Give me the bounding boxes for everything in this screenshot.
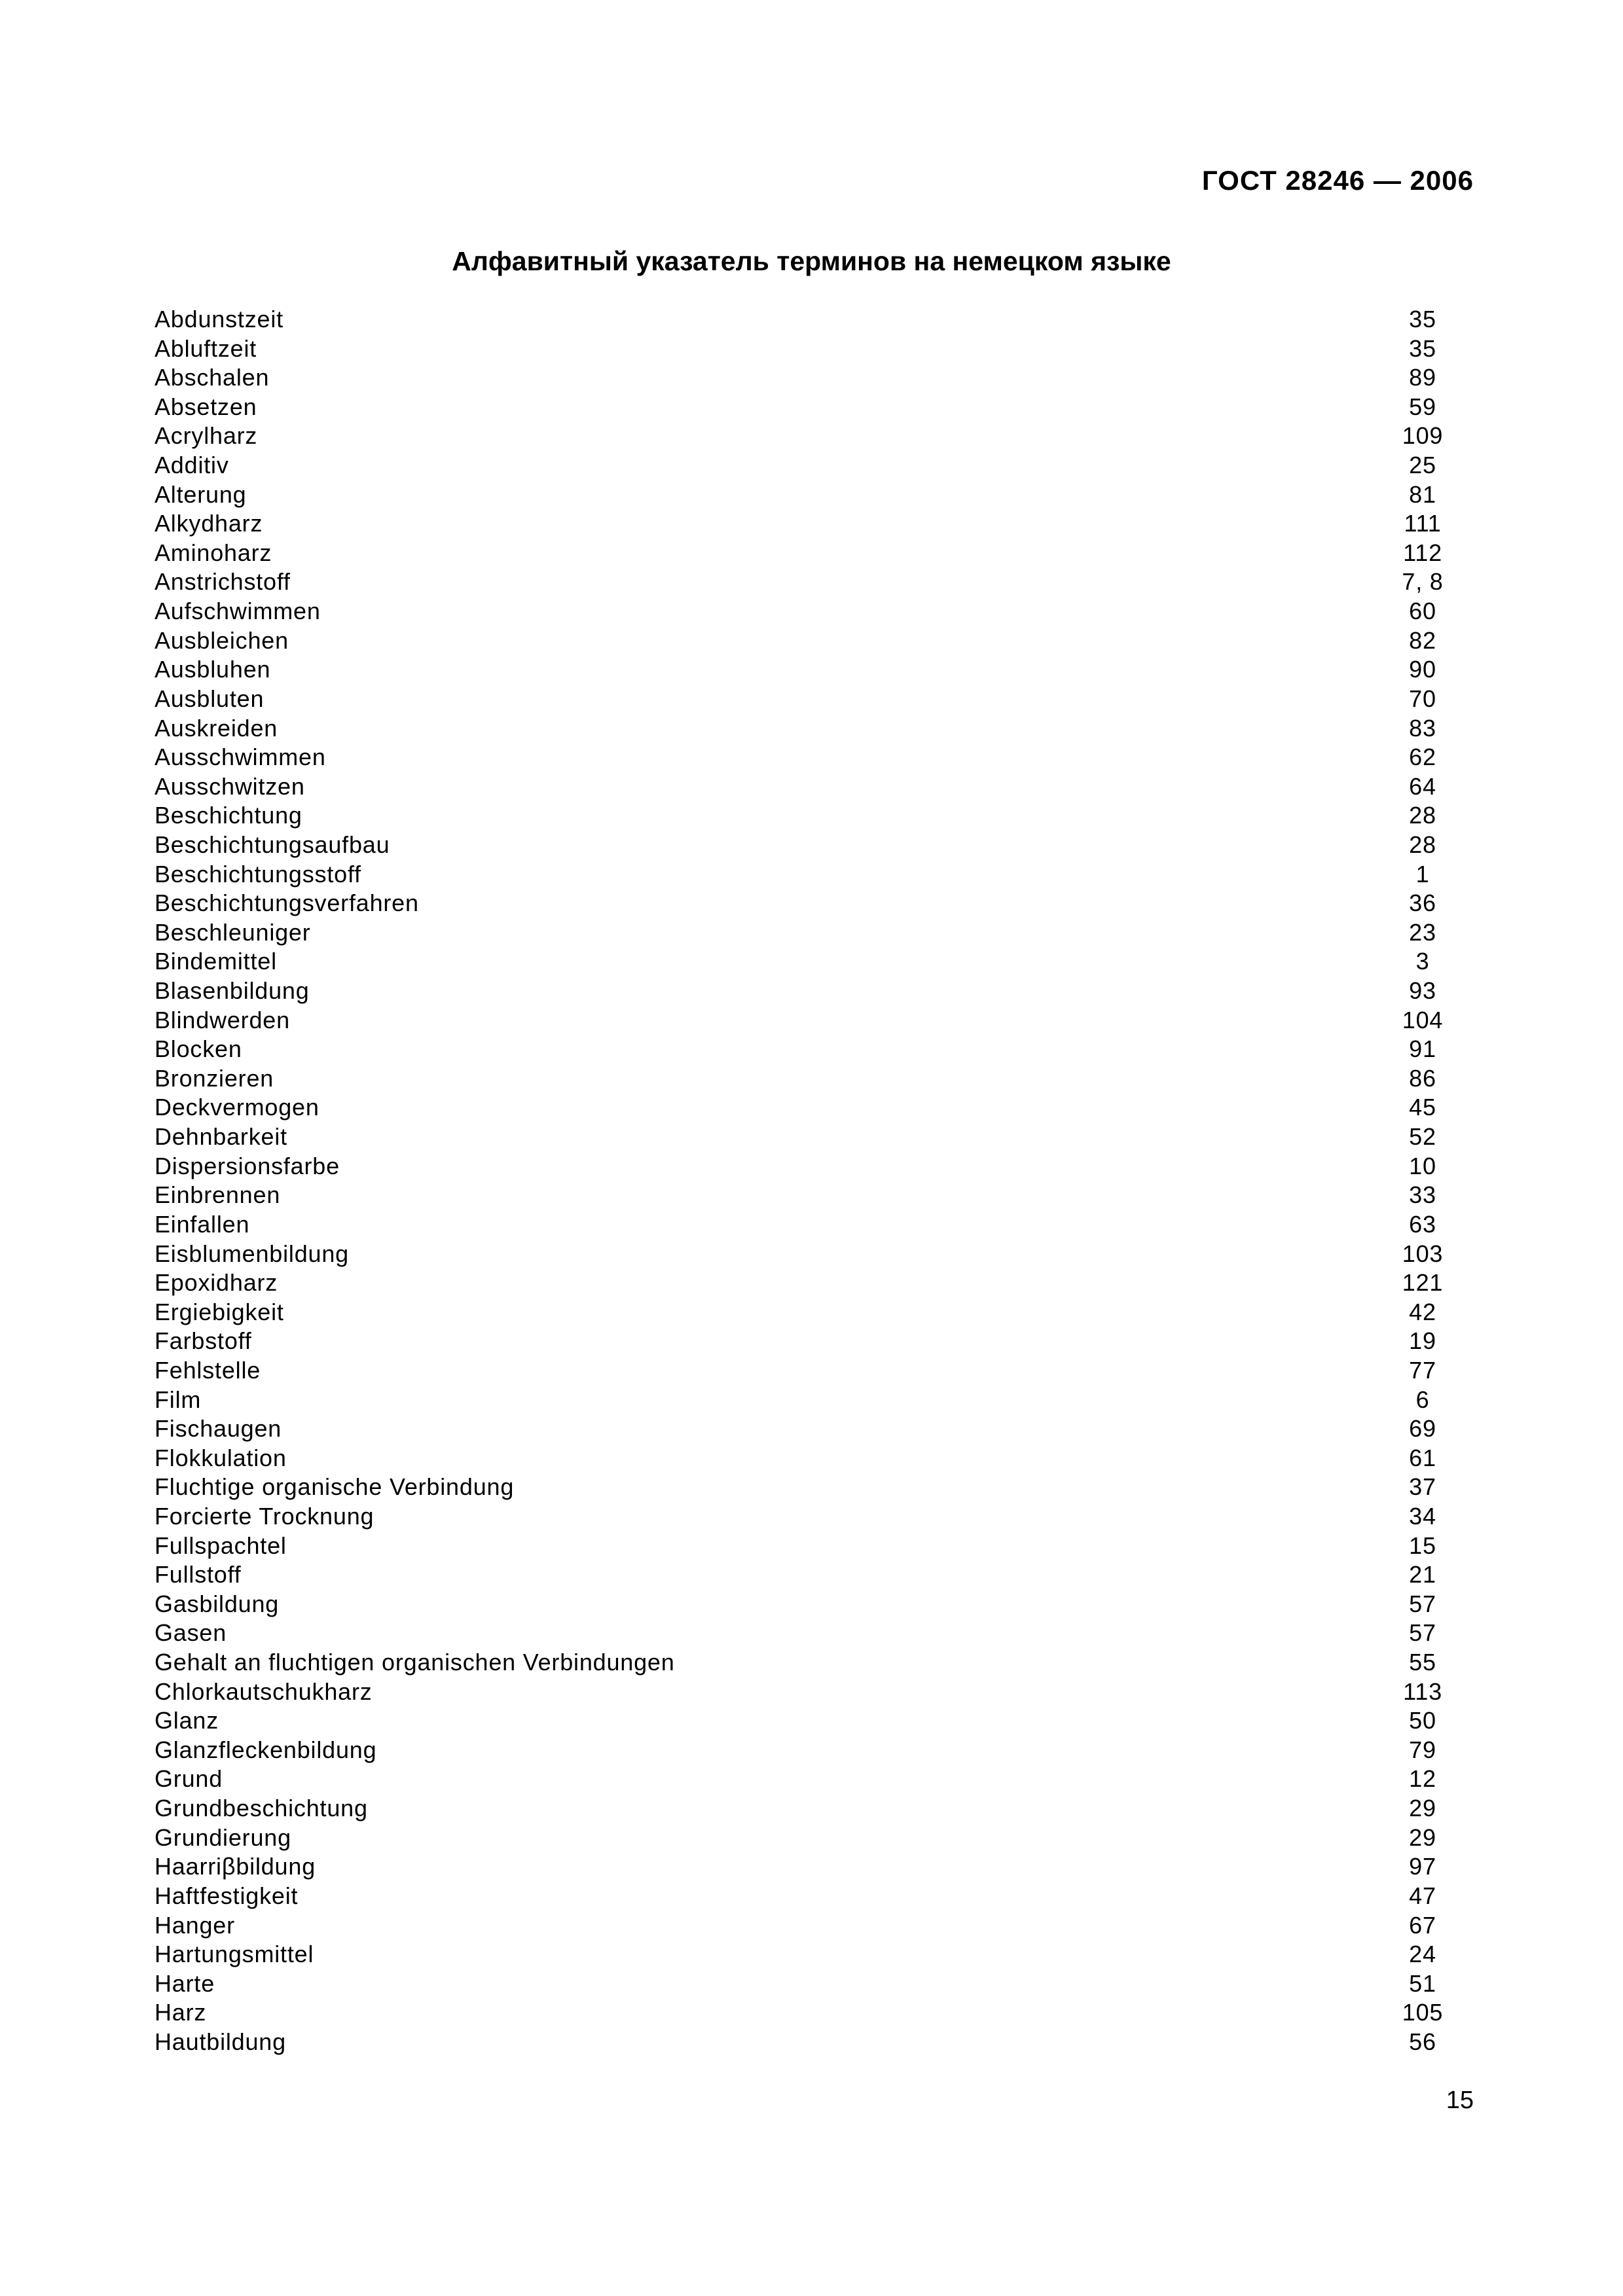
index-ref-number: 55 (1409, 1649, 1436, 1676)
index-term: Gehalt an fluchtigen organischen Verbindungen (155, 1649, 675, 1676)
index-ref-number: 33 (1409, 1181, 1436, 1209)
index-term: Fehlstelle (155, 1356, 261, 1384)
index-term: Gasen (155, 1619, 227, 1647)
index-row (155, 1823, 1472, 1853)
index-term: Bronzieren (155, 1064, 274, 1092)
index-term: Fluchtige organische Verbindung (155, 1473, 515, 1501)
index-ref-number: 15 (1409, 1532, 1436, 1559)
index-term: Haftfestigkeit (155, 1882, 299, 1909)
index-ref-number: 29 (1409, 1795, 1436, 1822)
index-ref-number: 105 (1402, 1999, 1444, 2026)
index-ref-number: 60 (1409, 598, 1436, 625)
index-row (155, 1444, 1472, 1473)
index-term: Abschalen (155, 364, 270, 391)
index-term: Chlorkautschukharz (155, 1677, 373, 1705)
index-row (155, 947, 1472, 977)
index-ref-number: 67 (1409, 1911, 1436, 1939)
page-number: 15 (1446, 2087, 1474, 2114)
index-ref-number: 97 (1409, 1853, 1436, 1880)
index-row (155, 1064, 1472, 1094)
index-term: Beschichtungsaufbau (155, 831, 390, 858)
index-row (155, 977, 1472, 1006)
index-row (155, 889, 1472, 918)
index-term: Hanger (155, 1911, 235, 1939)
index-term: Aminoharz (155, 539, 272, 566)
index-term: Anstrichstoff (155, 568, 291, 596)
index-row (155, 1035, 1472, 1064)
index-row (155, 2028, 1472, 2057)
index-row (155, 597, 1472, 626)
index-row (155, 1181, 1472, 1210)
index-row (155, 1736, 1472, 1765)
index-term: Alterung (155, 480, 247, 508)
index-term: Glanzfleckenbildung (155, 1736, 377, 1763)
index-ref-number: 1 (1415, 860, 1430, 888)
index-ref-number: 61 (1409, 1444, 1436, 1471)
index-row (155, 918, 1472, 948)
index-term: Forcierte Trocknung (155, 1502, 374, 1530)
index-term: Blasenbildung (155, 977, 310, 1005)
index-term: Abluftzeit (155, 334, 257, 362)
index-term: Ergiebigkeit (155, 1298, 284, 1325)
index-row (155, 393, 1472, 422)
index-ref-number: 6 (1415, 1386, 1430, 1413)
index-term: Beschichtungsstoff (155, 860, 361, 888)
index-ref-number: 42 (1409, 1298, 1436, 1325)
index-row (155, 480, 1472, 510)
index-term: Harte (155, 1969, 215, 1997)
index-ref-number: 70 (1409, 685, 1436, 712)
index-row (155, 567, 1472, 597)
index-term: Bindemittel (155, 948, 277, 975)
index-term: Film (155, 1386, 202, 1413)
index-row (155, 714, 1472, 744)
index-term: Auskreiden (155, 714, 278, 742)
index-term: Absetzen (155, 393, 257, 420)
index-row (155, 1152, 1472, 1181)
index-term: Epoxidharz (155, 1269, 278, 1297)
index-row (155, 801, 1472, 831)
index-term: Blindwerden (155, 1006, 290, 1033)
index-row (155, 451, 1472, 480)
index-title: Алфавитный указатель терминов на немецком языке (452, 246, 1171, 276)
index-ref-number: 89 (1409, 364, 1436, 391)
index-term: Grundbeschichtung (155, 1795, 368, 1822)
index-ref-number: 62 (1409, 744, 1436, 771)
index-ref-number: 45 (1409, 1094, 1436, 1121)
index-term: Gasbildung (155, 1590, 280, 1617)
index-row (155, 1473, 1472, 1502)
index-row (155, 1093, 1472, 1122)
index-row (155, 626, 1472, 656)
index-row (155, 305, 1472, 334)
index-ref-number: 35 (1409, 334, 1436, 362)
index-ref-number: 50 (1409, 1707, 1436, 1734)
index-ref-number: 12 (1409, 1765, 1436, 1793)
index-ref-number: 56 (1409, 2028, 1436, 2055)
index-row (155, 1619, 1472, 1648)
index-ref-number: 81 (1409, 480, 1436, 508)
index-term: Hartungsmittel (155, 1941, 314, 1968)
index-term: Ausbleichen (155, 626, 289, 654)
index-row (155, 772, 1472, 802)
index-ref-number: 23 (1409, 918, 1436, 946)
index-term: Ausbluhen (155, 656, 271, 683)
index-row (155, 1006, 1472, 1035)
index-term: Beschichtungsverfahren (155, 889, 419, 917)
index-row (155, 1852, 1472, 1882)
index-row (155, 1386, 1472, 1415)
index-ref-number: 63 (1409, 1210, 1436, 1238)
index-term: Ausschwimmen (155, 744, 326, 771)
index-row (155, 1648, 1472, 1677)
index-ref-number: 51 (1409, 1969, 1436, 1997)
index-row (155, 1356, 1472, 1386)
index-ref-number: 112 (1403, 539, 1442, 566)
index-term: Fullspachtel (155, 1532, 287, 1559)
index-term: Einfallen (155, 1210, 250, 1238)
index-ref-number: 3 (1415, 948, 1430, 975)
index-row (155, 363, 1472, 393)
index-ref-number: 104 (1402, 1006, 1444, 1033)
index-row (155, 1969, 1472, 1999)
index-row (155, 1765, 1472, 1794)
index-row (155, 1911, 1472, 1941)
index-ref-number: 79 (1409, 1736, 1436, 1763)
index-term: Fischaugen (155, 1415, 282, 1443)
index-term: Farbstoff (155, 1327, 252, 1355)
index-ref-number: 109 (1402, 422, 1444, 450)
index-term: Beschleuniger (155, 918, 311, 946)
index-ref-number: 37 (1409, 1473, 1436, 1501)
index-row (155, 1532, 1472, 1561)
index-row (155, 1706, 1472, 1736)
index-term: Fullstoff (155, 1561, 242, 1588)
index-term: Ausbluten (155, 685, 264, 712)
index-ref-number: 47 (1409, 1882, 1436, 1909)
index-row (155, 743, 1472, 772)
index-ref-number: 64 (1409, 772, 1436, 800)
index-ref-number: 29 (1409, 1823, 1436, 1851)
index-ref-number: 10 (1409, 1152, 1436, 1179)
index-row (155, 1794, 1472, 1823)
index-ref-number: 103 (1402, 1240, 1444, 1267)
index-row (155, 1998, 1472, 2028)
index-term: Flokkulation (155, 1444, 287, 1471)
index-ref-number: 57 (1409, 1619, 1436, 1647)
index-row (155, 1240, 1472, 1269)
index-ref-number: 34 (1409, 1502, 1436, 1530)
index-row (155, 1560, 1472, 1590)
index-ref-number: 21 (1409, 1561, 1436, 1588)
index-row (155, 1590, 1472, 1619)
index-row (155, 1298, 1472, 1327)
index-term: Deckvermogen (155, 1094, 319, 1121)
index-ref-number: 24 (1409, 1941, 1436, 1968)
index-ref-number: 28 (1409, 831, 1436, 858)
index-row (155, 1327, 1472, 1356)
index-ref-number: 90 (1409, 656, 1436, 683)
index-ref-number: 113 (1403, 1677, 1442, 1705)
index-term: Alkydharz (155, 510, 263, 537)
index-ref-number: 91 (1409, 1035, 1436, 1063)
index-row (155, 831, 1472, 860)
index-term: Einbrennen (155, 1181, 281, 1209)
index-term: Harz (155, 1999, 207, 2026)
index-term: Blocken (155, 1035, 242, 1063)
index-row (155, 1677, 1472, 1707)
index-row (155, 509, 1472, 539)
index-ref-number: 121 (1402, 1269, 1444, 1297)
index-term: Abdunstzeit (155, 306, 283, 332)
index-term: Dehnbarkeit (155, 1123, 287, 1151)
index-ref-number: 82 (1409, 626, 1436, 654)
index-ref-number: 35 (1409, 306, 1436, 332)
index-ref-number: 28 (1409, 802, 1436, 829)
index-term: Grundierung (155, 1823, 291, 1851)
index-row (155, 1940, 1472, 1969)
index-ref-number: 59 (1409, 393, 1436, 420)
index-ref-number: 52 (1409, 1123, 1436, 1151)
index-row (155, 539, 1472, 568)
index-term: Dispersionsfarbe (155, 1152, 340, 1179)
index-row (155, 1502, 1472, 1532)
index-term: Grund (155, 1765, 223, 1793)
index-ref-number: 19 (1409, 1327, 1436, 1355)
index-row (155, 655, 1472, 685)
index-row (155, 1414, 1472, 1444)
index-term: Glanz (155, 1707, 219, 1734)
index-row (155, 1882, 1472, 1911)
index-row (155, 1268, 1472, 1298)
index-ref-number: 25 (1409, 452, 1436, 479)
index-ref-number: 86 (1409, 1064, 1436, 1092)
index-row (155, 1210, 1472, 1240)
index-term: Aufschwimmen (155, 598, 321, 625)
index-term: Haarriβbildung (155, 1853, 316, 1880)
index-ref-number: 77 (1409, 1356, 1436, 1384)
index-term: Hautbildung (155, 2028, 286, 2055)
index-term: Beschichtung (155, 802, 302, 829)
term-index-list (155, 305, 1472, 2057)
index-ref-number: 111 (1404, 510, 1442, 537)
index-row (155, 422, 1472, 451)
index-term: Ausschwitzen (155, 772, 305, 800)
index-ref-number: 7, 8 (1402, 568, 1444, 596)
index-row (155, 334, 1472, 364)
index-row (155, 1122, 1472, 1152)
index-ref-number: 93 (1409, 977, 1436, 1005)
index-row (155, 685, 1472, 714)
index-ref-number: 57 (1409, 1590, 1436, 1617)
index-term: Acrylharz (155, 422, 258, 450)
index-term: Eisblumenbildung (155, 1240, 349, 1267)
document-header: ГОСТ 28246 — 2006 (1201, 165, 1474, 196)
index-row (155, 860, 1472, 889)
index-ref-number: 83 (1409, 714, 1436, 742)
index-ref-number: 36 (1409, 889, 1436, 917)
index-ref-number: 69 (1409, 1415, 1436, 1443)
index-term: Additiv (155, 452, 229, 479)
